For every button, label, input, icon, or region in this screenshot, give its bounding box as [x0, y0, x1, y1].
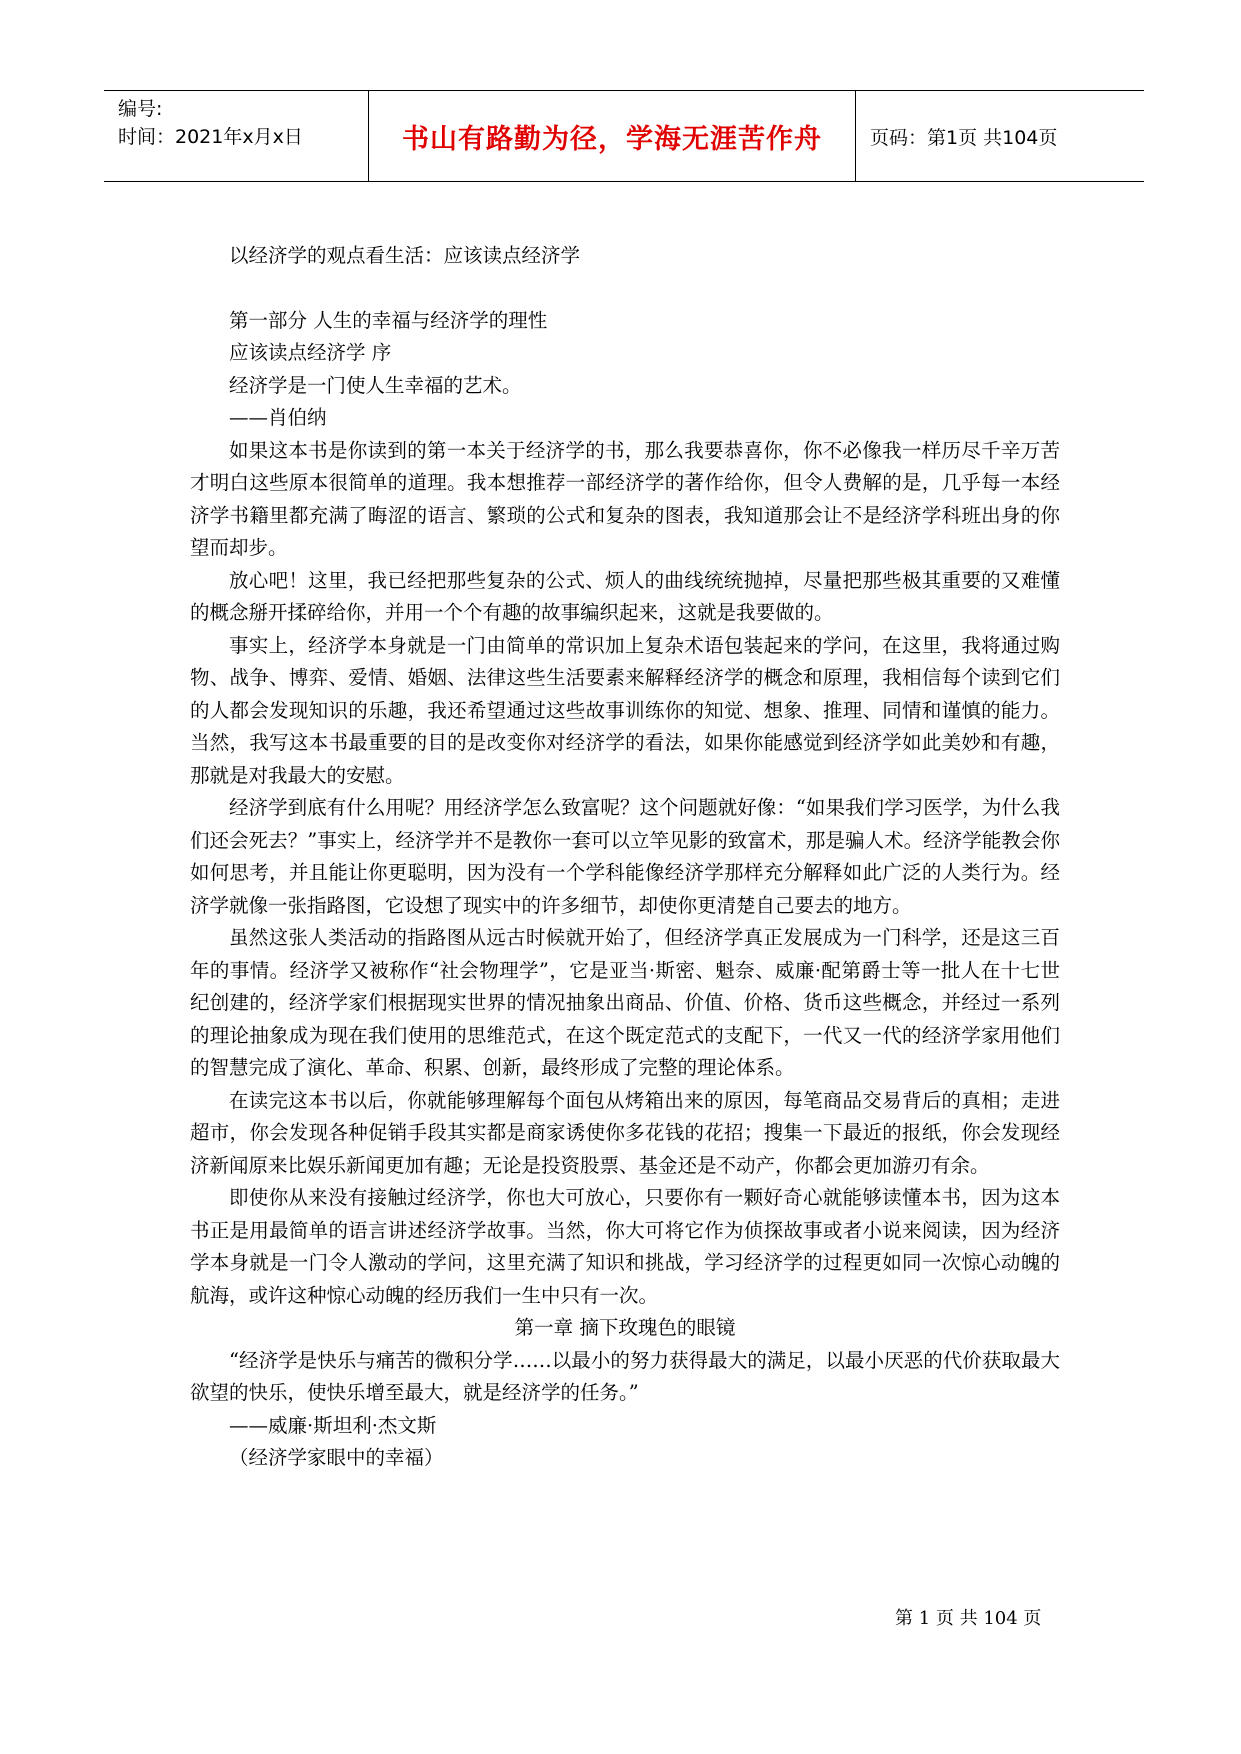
- document-time-label: 时间：2021年x月x日: [118, 126, 303, 148]
- chapter-heading: 第一章 摘下玫瑰色的眼镜: [514, 1316, 736, 1339]
- paragraph-2: 放心吧！这里，我已经把那些复杂的公式、烦人的曲线统统抛掉，尽量把那些极其重要的又难懂的概念掰开揉碎给你，并用一个个有趣的故事编织起来，这就是我要做的。: [190, 568, 1060, 624]
- preface-heading: 应该读点经济学 序: [229, 341, 392, 364]
- document-body: [190, 240, 1060, 1475]
- header-left-cell: [104, 91, 368, 181]
- header-page-code: 页码：第1页 共104页: [870, 126, 1058, 149]
- chapter-epigraph-quote: “经济学是快乐与痛苦的微积分学……以最小的努力获得最大的满足，以最小厌恶的代价获取最大欲望的快乐，使快乐增至最大，就是经济学的任务。”: [190, 1348, 1060, 1404]
- document-number-label: 编号:: [118, 98, 163, 120]
- epigraph-quote: 经济学是一门使人生幸福的艺术。: [229, 373, 522, 397]
- page-footer: 第 1 页 共 104 页: [895, 1608, 1042, 1629]
- paragraph-4: 经济学到底有什么用呢？用经济学怎么致富呢？这个问题就好像：“如果我们学习医学，为什么我们还会死去？”事实上，经济学并不是教你一套可以立竿见影的致富术，那是骗人术。经济学能教会你如何思考，并且能让你更聪明，因为没有一个学科能像经济学那样充分解释如此广泛的人类行为。经济学就像一张指路图，它设想了现实中的许多细节，却使你更清楚自己要去的地方。: [190, 796, 1060, 917]
- paragraph-3: 事实上，经济学本身就是一门由简单的常识加上复杂术语包装起来的学问，在这里，我将通过购物、战争、博弈、爱情、婚姻、法律这些生活要素来解释经济学的概念和原理，我相信每个读到它们的人都会发现知识的乐趣，我还希望通过这些故事训练你的知觉、想象、推理、同情和谨慎的能力。当然，我写这本书最重要的目的是改变你对经济学的看法，如果你能感觉到经济学如此美妙和有趣，那就是对我最大的安慰。: [190, 633, 1060, 787]
- paragraph-6: 在读完这本书以后，你就能够理解每个面包从烤箱出来的原因，每笔商品交易背后的真相；走进超市，你会发现各种促销手段其实都是商家诱使你多花钱的花招；搜集一下最近的报纸，你会发现经济新闻原来比娱乐新闻更加有趣；无论是投资股票、基金还是不动产，你都会更加游刃有余。: [190, 1088, 1060, 1177]
- document-title: 以经济学的观点看生活：应该读点经济学: [229, 244, 581, 267]
- page-header: [104, 90, 1144, 182]
- header-motto: 书山有路勤为径，学海无涯苦作舟: [368, 91, 856, 181]
- section-heading: （经济学家眼中的幸福）: [229, 1446, 444, 1469]
- paragraph-7: 即使你从来没有接触过经济学，你也大可放心，只要你有一颗好奇心就能够读懂本书，因为这本书正是用最简单的语言讲述经济学故事。当然，你大可将它作为侦探故事或者小说来阅读，因为经济学本身就是一门令人激动的学问，这里充满了知识和挑战，学习经济学的过程更如同一次惊心动魄的航海，或许这种惊心动魄的经历我们一生中只有一次。: [190, 1186, 1060, 1307]
- epigraph-author: ——肖伯纳: [229, 406, 327, 429]
- paragraph-5: 虽然这张人类活动的指路图从远古时候就开始了，但经济学真正发展成为一门科学，还是这三百年的事情。经济学又被称作“社会物理学”，它是亚当·斯密、魁奈、威廉·配第爵士等一批人在十七世纪创建的，经济学家们根据现实世界的情况抽象出商品、价值、价格、货币这些概念，并经过一系列的理论抽象成为现在我们使用的思维范式，在这个既定范式的支配下，一代又一代的经济学家用他们的智慧完成了演化、革命、积累、创新，最终形成了完整的理论体系。: [190, 926, 1060, 1079]
- chapter-epigraph-author: ——威廉·斯坦利·杰文斯: [229, 1413, 437, 1437]
- paragraph-1: 如果这本书是你读到的第一本关于经济学的书，那么我要恭喜你，你不必像我一样历尽千辛万苦才明白这些原本很简单的道理。我本想推荐一部经济学的著作给你，但令人费解的是，几乎每一本经济学书籍里都充满了晦涩的语言、繁琐的公式和复杂的图表，我知道那会让不是经济学科班出身的你望而却步。: [190, 438, 1060, 559]
- part-heading: 第一部分 人生的幸福与经济学的理性: [229, 308, 548, 332]
